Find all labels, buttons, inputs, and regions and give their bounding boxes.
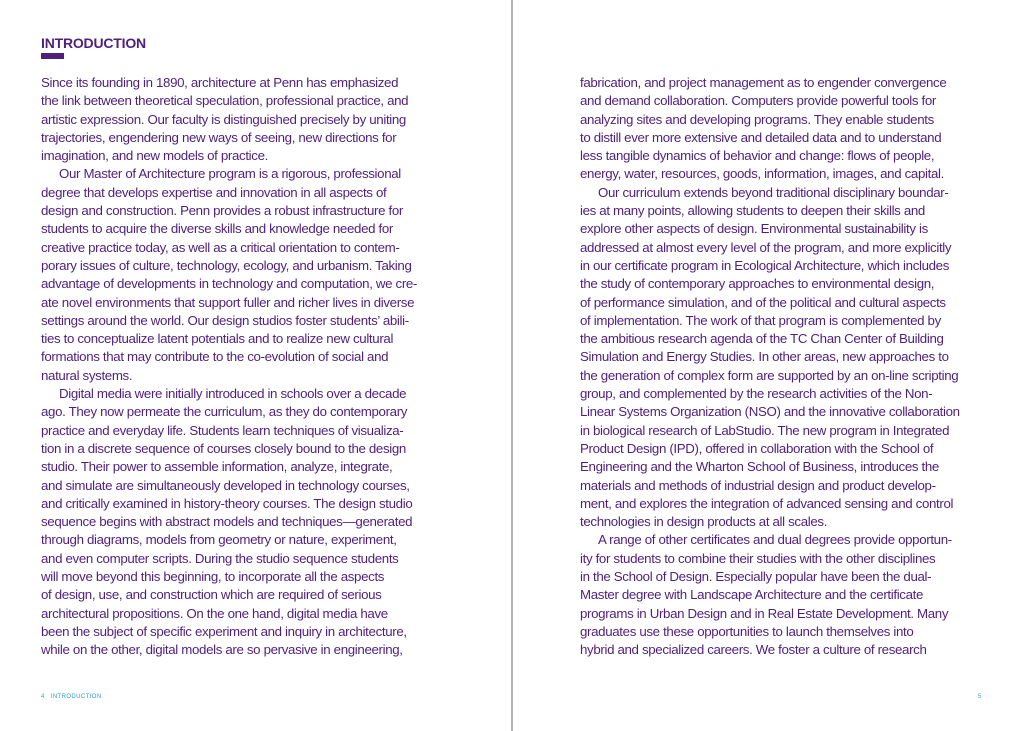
body-text-line: ago. They now permeate the curriculum, as they do contemporary	[41, 404, 408, 420]
body-text-line: Master degree with Landscape Architecture and the certificate	[580, 587, 924, 603]
body-text-line: addressed at almost every level of the program, and more explicitly	[580, 239, 952, 255]
body-text-line: imagination, and new models of practice.	[41, 148, 268, 164]
body-text-line: and even computer scripts. During the studio sequence students	[41, 550, 399, 566]
section-heading: INTRODUCTION	[41, 35, 146, 51]
body-text-line: in our certificate program in Ecological Architecture, which includes	[580, 257, 950, 273]
body-text-line: ties to conceptualize latent potentials and to realize new cultural	[41, 331, 394, 347]
left-running-section: INTRODUCTION	[50, 694, 102, 700]
body-text-line: students to acquire the diverse skills and knowledge needed for	[41, 221, 393, 237]
body-text-line: and demand collaboration. Computers provide powerful tools for	[580, 93, 936, 109]
body-text-line: less tangible dynamics of behavior and change: flows of people,	[580, 148, 935, 164]
body-text-line: Since its founding in 1890, architecture at Penn has emphasized	[41, 75, 399, 90]
body-text-line: in the School of Design. Especially popular have been the dual-	[580, 569, 932, 585]
body-text-line: group, and complemented by the research activities of the Non-	[580, 386, 933, 402]
body-text-line: in biological research of LabStudio. The new program in Integrated	[580, 422, 950, 438]
body-text-line: the generation of complex form are supported by an on-line scripting	[580, 367, 959, 383]
body-text-line: through diagrams, models from geometry or nature, experiment,	[41, 532, 397, 548]
right-page-footer	[978, 694, 982, 700]
body-text-line: ies at many points, allowing students to deepen their skills and	[580, 203, 925, 219]
body-text-line: studio. Their power to assemble information, analyze, integrate,	[41, 459, 393, 475]
page-gutter	[511, 0, 513, 731]
left-page-footer	[41, 694, 102, 700]
body-text-line: programs in Urban Design and in Real Estate Development. Many	[580, 605, 949, 621]
body-text-line: analyzing sites and developing programs. They enable students	[580, 111, 934, 127]
body-text-line: advantage of developments in technology and computation, we cre-	[41, 276, 418, 292]
body-text-line: fabrication, and project management as to engender convergence	[580, 75, 947, 90]
body-text-line: formations that may contribute to the co-evolution of social and	[41, 349, 389, 365]
body-text-line: settings around the world. Our design studios foster students’ abili-	[41, 312, 409, 328]
body-text-line: the ambitious research agenda of the TC Chan Center of Building	[580, 331, 944, 347]
body-text-line: architectural propositions. On the one hand, digital media have	[41, 605, 388, 621]
body-text-line: Digital media were initially introduced in schools over a decade	[59, 386, 407, 402]
body-text-line: design and construction. Penn provides a robust infrastructure for	[41, 203, 403, 219]
body-text-line: and simulate are simultaneously developed in technology courses,	[41, 477, 410, 493]
body-text-line: been the subject of specific experiment and inquiry in architecture,	[41, 623, 407, 639]
heading-underline-bar	[41, 53, 64, 59]
body-text-line: ate novel environments that support fuller and richer lives in diverse	[41, 294, 415, 310]
body-text-line: ment, and explores the integration of advanced sensing and control	[580, 495, 954, 511]
body-text-line: the study of contemporary approaches to environmental design,	[580, 276, 935, 292]
body-text-line: porary issues of culture, technology, ecology, and urbanism. Taking	[41, 257, 412, 273]
right-text-column	[580, 74, 1000, 660]
body-text-line: sequence begins with abstract models and techniques—generated	[41, 514, 413, 530]
body-text-line: A range of other certificates and dual degrees provide opportun-	[598, 532, 952, 548]
body-text-line: natural systems.	[41, 367, 133, 383]
body-text-line: practice and everyday life. Students learn techniques of visualiza-	[41, 422, 404, 438]
left-page-number: 4	[41, 694, 45, 700]
body-text-line: to distill ever more extensive and detailed data and to understand	[580, 129, 942, 145]
body-text-line: the link between theoretical speculation, professional practice, and	[41, 93, 409, 109]
body-text-line: ity for students to combine their studies with the other disciplines	[580, 550, 936, 566]
body-text-line: energy, water, resources, goods, information, images, and capital.	[580, 166, 944, 182]
body-text-line: trajectories, engendering new ways of seeing, new directions for	[41, 129, 397, 145]
body-text-line: hybrid and specialized careers. We foster a culture of research	[580, 642, 927, 658]
body-text-line: artistic expression. Our faculty is distinguished precisely by uniting	[41, 111, 406, 127]
body-text-line: Linear Systems Organization (NSO) and the innovative collaboration	[580, 404, 960, 420]
body-text-line: Engineering and the Wharton School of Business, introduces the	[580, 459, 939, 475]
body-text-line: materials and methods of industrial design and product develop-	[580, 477, 936, 493]
body-text-line: of implementation. The work of that program is complemented by	[580, 312, 941, 328]
body-text-line: degree that develops expertise and innovation in all aspects of	[41, 184, 387, 200]
body-text-line: and critically examined in history-theory courses. The design studio	[41, 495, 413, 511]
body-text-line: while on the other, digital models are so pervasive in engineering,	[41, 642, 403, 658]
body-text-line: of performance simulation, and of the political and cultural aspects	[580, 294, 946, 310]
body-text-line: of design, use, and construction which are required of serious	[41, 587, 382, 603]
right-page-number: 5	[978, 694, 982, 700]
body-text-line: creative practice today, as well as a critical orientation to contem-	[41, 239, 400, 255]
body-text-line: will move beyond this beginning, to incorporate all the aspects	[41, 569, 385, 585]
body-text-line: technologies in design products at all scales.	[580, 514, 828, 530]
body-text-line: Product Design (IPD), offered in collaboration with the School of	[580, 440, 934, 456]
body-text-line: tion in a discrete sequence of courses closely bound to the design	[41, 440, 406, 456]
left-text-column	[41, 74, 461, 660]
body-text-line: graduates use these opportunities to launch themselves into	[580, 623, 914, 639]
body-text-line: Simulation and Energy Studies. In other areas, new approaches to	[580, 349, 949, 365]
body-text-line: Our Master of Architecture program is a rigorous, professional	[59, 166, 401, 182]
body-text-line: Our curriculum extends beyond traditional disciplinary boundar-	[598, 184, 949, 200]
body-text-line: explore other aspects of design. Environmental sustainability is	[580, 221, 928, 237]
